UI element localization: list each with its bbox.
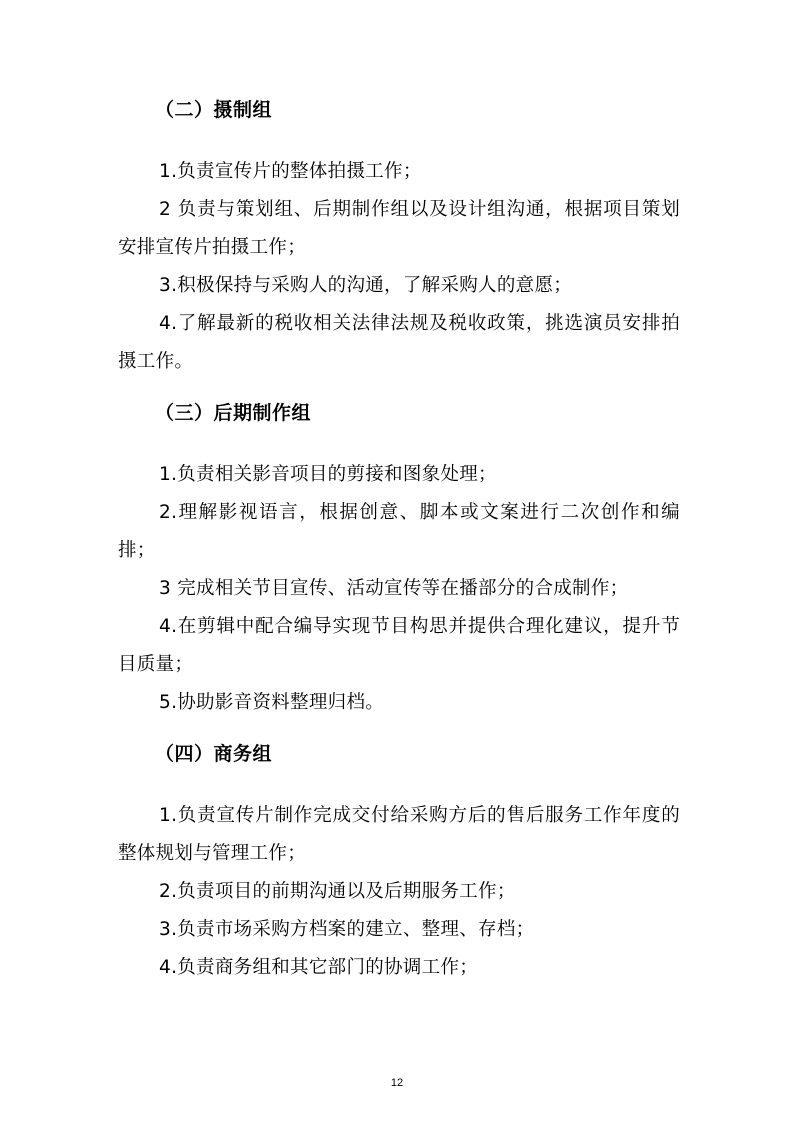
section-filming-group <box>118 96 680 381</box>
list-item: 1.负责相关影音项目的剪接和图象处理； <box>159 464 497 485</box>
list-item: 4.负责商务组和其它部门的协调工作； <box>159 957 479 978</box>
list-item: 3.负责市场采购方档案的建立、整理、存档； <box>159 919 535 940</box>
list-item: 2.负责项目的前期沟通以及后期服务工作； <box>159 881 516 902</box>
section-heading: （二）摄制组 <box>155 99 273 121</box>
list-item: 3.积极保持与采购人的沟通，了解采购人的意愿； <box>159 275 573 296</box>
list-item: 2.理解影视语言，根据创意、脚本或文案进行二次创作和编排； <box>118 502 680 561</box>
list-item: 2 负责与策划组、后期制作组以及设计组沟通，根据项目策划安排宣传片拍摄工作； <box>118 199 680 258</box>
list-item: 5.协助影音资料整理归档。 <box>159 692 385 713</box>
page-number: 12 <box>390 1077 404 1089</box>
list-item: 1.负责宣传片制作完成交付给采购方后的售后服务工作年度的整体规划与管理工作； <box>118 805 680 864</box>
document-page <box>118 96 680 987</box>
section-heading: （四）商务组 <box>155 743 273 765</box>
section-heading: （三）后期制作组 <box>155 402 312 424</box>
section-business-group <box>118 740 680 987</box>
list-item: 1.负责宣传片的整体拍摄工作； <box>159 161 422 182</box>
section-post-production-group <box>118 399 680 722</box>
list-item: 4.在剪辑中配合编导实现节目构思并提供合理化建议，提升节目质量； <box>118 616 680 675</box>
list-item: 3 完成相关节目宣传、活动宣传等在播部分的合成制作； <box>159 578 629 599</box>
list-item: 4.了解最新的税收相关法律法规及税收政策，挑选演员安排拍摄工作。 <box>118 313 680 372</box>
